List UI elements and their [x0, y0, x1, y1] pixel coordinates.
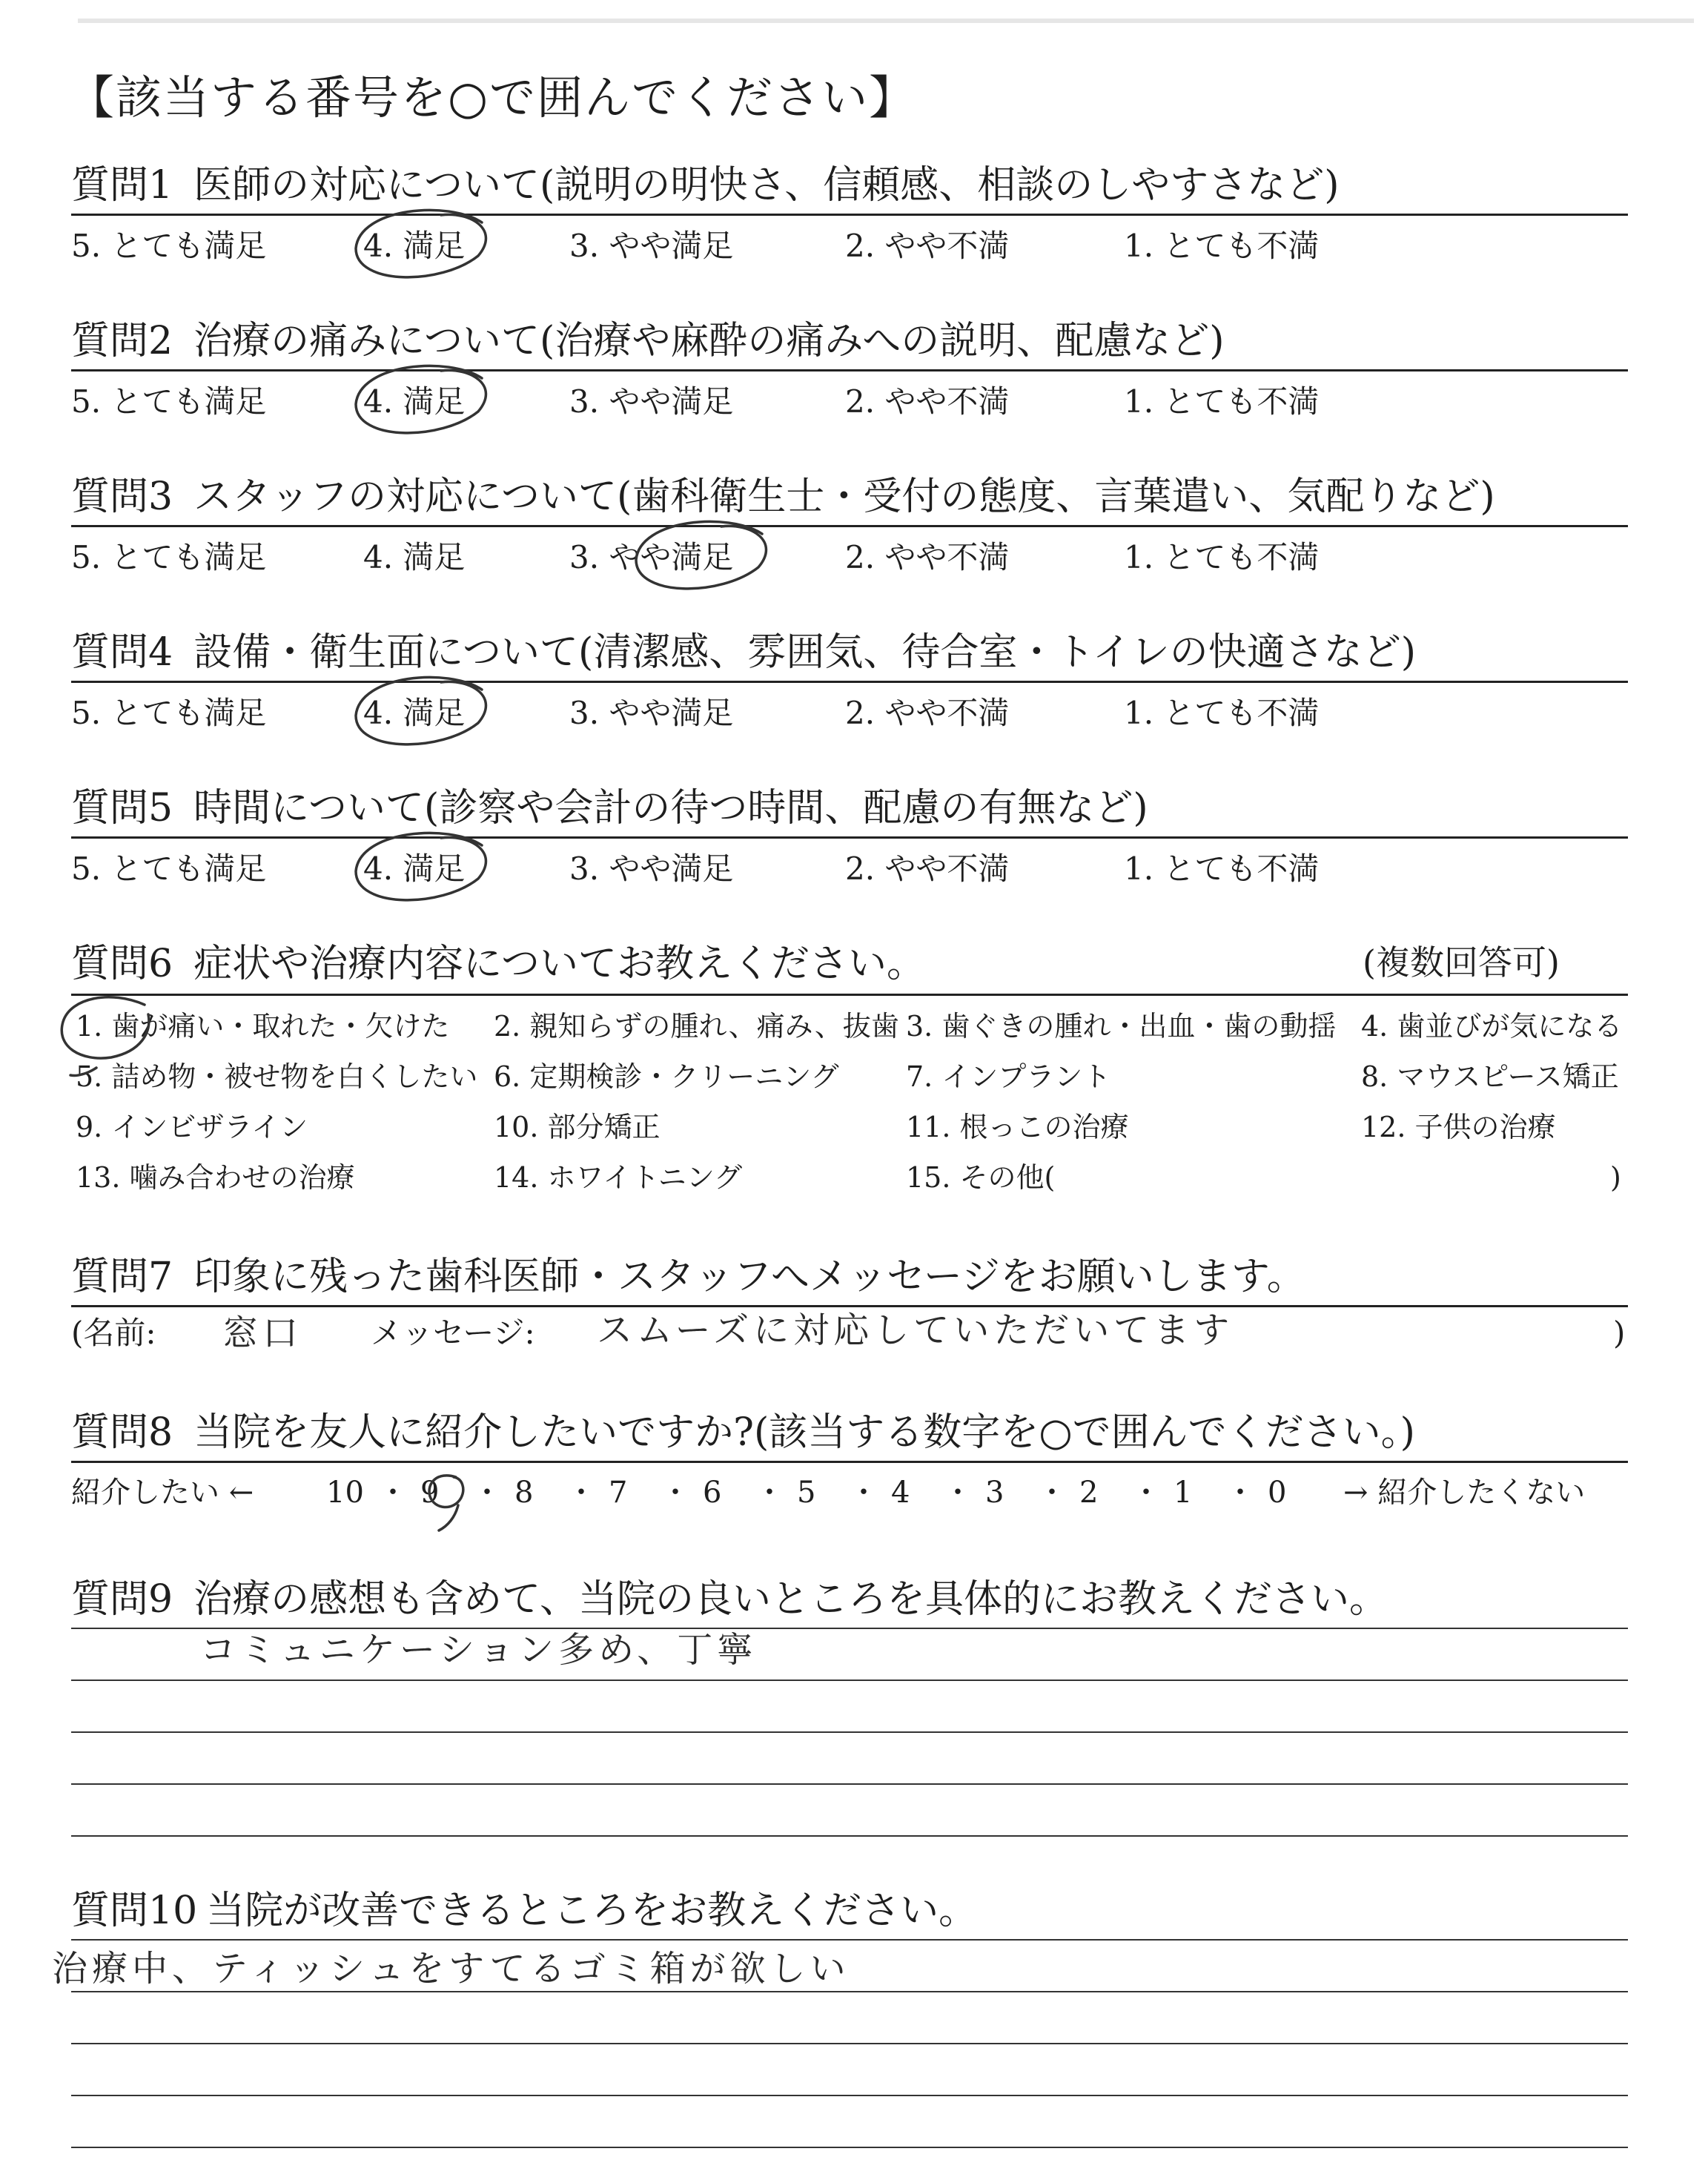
q8-separator: ・ [1131, 1476, 1161, 1510]
q8-separator: ・ [472, 1476, 502, 1510]
q7-heading [71, 1253, 1305, 1301]
q8-number: 質問8 [71, 1410, 173, 1455]
q8-rule [71, 1461, 1628, 1463]
q2-number: 質問2 [71, 319, 173, 363]
page-title: 【該当する番号を○で囲んでください】 [68, 70, 917, 125]
q4-number: 質問4 [71, 630, 173, 675]
q10-heading [71, 1887, 977, 1935]
q6-heading [71, 940, 925, 988]
q5-option-4[interactable]: 4. 満足 [363, 851, 466, 887]
q8-score-9[interactable]: 9 [420, 1476, 440, 1510]
q7-message-label: メッセージ: [371, 1315, 535, 1351]
q5-option-1[interactable]: 1. とても不満 [1124, 851, 1320, 887]
q7-name-label: (名前: [71, 1315, 156, 1351]
q4-option-5[interactable]: 5. とても満足 [71, 695, 267, 731]
q7-message-answer[interactable]: スムーズに対応していただいてます [597, 1309, 1234, 1351]
q4-option-3[interactable]: 3. やや満足 [569, 695, 734, 731]
q5-heading [71, 785, 1148, 832]
q10-line-2 [71, 1991, 1628, 1992]
q3-rule [71, 525, 1628, 527]
q8-separator: ・ [1037, 1476, 1067, 1510]
q8-separator: ・ [1225, 1476, 1255, 1510]
q9-answer[interactable]: コミュニケーション多め、丁寧 [200, 1629, 758, 1671]
q8-score-4[interactable]: 4 [891, 1476, 910, 1510]
q9-line-5 [71, 1835, 1628, 1837]
q6-text: 症状や治療内容についてお教えください。 [193, 942, 926, 986]
q3-option-3[interactable]: 3. やや満足 [569, 539, 734, 575]
q10-line-5 [71, 2147, 1628, 2148]
q6-option-5[interactable]: 5. 詰め物・被せ物を白くしたい [76, 1060, 478, 1093]
q8-heading [71, 1409, 1415, 1456]
q10-line-4 [71, 2095, 1628, 2096]
q10-answer[interactable]: 治療中、ティッシュをすてるゴミ箱が欲しい [52, 1948, 850, 1989]
q1-option-1[interactable]: 1. とても不満 [1124, 228, 1320, 264]
q5-option-3[interactable]: 3. やや満足 [569, 851, 734, 887]
q4-option-2[interactable]: 2. やや不満 [845, 695, 1010, 731]
q6-option-2[interactable]: 2. 親知らずの腫れ、痛み、抜歯 [494, 1010, 899, 1043]
q8-score-3[interactable]: 3 [985, 1476, 1004, 1510]
q8-score-1[interactable]: 1 [1174, 1476, 1193, 1510]
q8-separator: ・ [849, 1476, 878, 1510]
q10-line-1 [71, 1939, 1628, 1941]
q7-number: 質問7 [71, 1255, 173, 1299]
q9-line-1 [71, 1628, 1628, 1629]
q9-number: 質問9 [71, 1577, 173, 1622]
q6-option-13[interactable]: 13. 噛み合わせの治療 [76, 1161, 355, 1194]
q7-name-answer[interactable]: 窓口 [222, 1312, 303, 1354]
q6-option-8[interactable]: 8. マウスピース矯正 [1361, 1060, 1619, 1093]
q6-option-9[interactable]: 9. インビザライン [76, 1111, 308, 1143]
q1-text: 医師の対応について(説明の明快さ、信頼感、相談のしやすさなど) [193, 163, 1340, 208]
q1-rule [71, 214, 1628, 216]
q7-text: 印象に残った歯科医師・スタッフへメッセージをお願いします。 [193, 1255, 1305, 1299]
q1-heading [71, 162, 1340, 209]
q5-number: 質問5 [71, 786, 173, 830]
q8-score-2[interactable]: 2 [1079, 1476, 1099, 1510]
q8-score-6[interactable]: 6 [703, 1476, 722, 1510]
q1-option-3[interactable]: 3. やや満足 [569, 228, 734, 264]
q5-text: 時間について(診察や会計の待つ時間、配慮の有無など) [193, 786, 1148, 830]
q2-option-5[interactable]: 5. とても満足 [71, 383, 267, 420]
q4-text: 設備・衛生面について(清潔感、雰囲気、待合室・トイレの快適さなど) [193, 630, 1417, 675]
q9-heading [71, 1576, 1388, 1623]
q8-score-7[interactable]: 7 [609, 1476, 628, 1510]
q2-heading [71, 317, 1225, 365]
q6-option-12[interactable]: 12. 子供の治療 [1361, 1111, 1556, 1143]
q6-option-11[interactable]: 11. 根っこの治療 [906, 1111, 1129, 1143]
q8-separator: ・ [566, 1476, 596, 1510]
q4-heading [71, 629, 1416, 676]
q8-score-8[interactable]: 8 [514, 1476, 534, 1510]
q6-option-14[interactable]: 14. ホワイトニング [494, 1161, 743, 1194]
q1-option-5[interactable]: 5. とても満足 [71, 228, 267, 264]
q6-option-3[interactable]: 3. 歯ぐきの腫れ・出血・歯の動揺 [906, 1010, 1337, 1043]
q1-option-4[interactable]: 4. 満足 [363, 228, 466, 264]
q10-text: 当院が改善できるところをお教えください。 [206, 1889, 978, 1933]
q9-line-4 [71, 1783, 1628, 1785]
q6-rule [71, 994, 1628, 996]
q9-text: 治療の感想も含めて、当院の良いところを具体的にお教えください。 [193, 1577, 1388, 1622]
q6-option-4[interactable]: 4. 歯並びが気になる [1361, 1010, 1623, 1043]
q6-option-10[interactable]: 10. 部分矯正 [494, 1111, 661, 1143]
q5-option-5[interactable]: 5. とても満足 [71, 851, 267, 887]
q9-line-3 [71, 1731, 1628, 1733]
q5-rule [71, 836, 1628, 839]
q8-right-label: → 紹介したくない [1343, 1476, 1586, 1510]
q3-option-1[interactable]: 1. とても不満 [1124, 539, 1320, 575]
q6-option-7[interactable]: 7. インプラント [906, 1060, 1111, 1093]
q9-line-2 [71, 1680, 1628, 1681]
q3-option-4[interactable]: 4. 満足 [363, 539, 466, 575]
q6-option-1[interactable]: 1. 歯が痛い・取れた・欠けた [76, 1010, 450, 1043]
q3-option-5[interactable]: 5. とても満足 [71, 539, 267, 575]
q6-number: 質問6 [71, 942, 173, 986]
q6-option-6[interactable]: 6. 定期検診・クリーニング [494, 1060, 839, 1093]
q10-number: 質問10 [71, 1889, 198, 1933]
q4-rule [71, 681, 1628, 683]
q6-other-close-paren: ) [1610, 1161, 1621, 1194]
q2-option-4[interactable]: 4. 満足 [363, 383, 466, 420]
q2-rule [71, 369, 1628, 371]
q4-option-1[interactable]: 1. とても不満 [1124, 695, 1320, 731]
q2-option-2[interactable]: 2. やや不満 [845, 383, 1010, 420]
scan-edge-line [78, 19, 1694, 23]
q7-close-paren: ) [1613, 1315, 1626, 1351]
q5-option-2[interactable]: 2. やや不満 [845, 851, 1010, 887]
q8-score-5[interactable]: 5 [797, 1476, 816, 1510]
q2-option-3[interactable]: 3. やや満足 [569, 383, 734, 420]
q8-score-10[interactable]: 10 [326, 1476, 364, 1510]
q8-score-0[interactable]: 0 [1268, 1476, 1287, 1510]
q4-option-4[interactable]: 4. 満足 [363, 695, 466, 731]
q8-separator: ・ [661, 1476, 690, 1510]
q10-line-3 [71, 2043, 1628, 2044]
q8-text: 当院を友人に紹介したいですか?(該当する数字を○で囲んでください。) [193, 1410, 1415, 1455]
q8-separator: ・ [755, 1476, 784, 1510]
q8-left-label: 紹介したい ← [71, 1476, 254, 1510]
q7-rule [71, 1305, 1628, 1307]
q8-separator: ・ [943, 1476, 973, 1510]
q1-option-2[interactable]: 2. やや不満 [845, 228, 1010, 264]
q6-multi-answer-note: (複数回答可) [1363, 942, 1560, 982]
q8-separator: ・ [378, 1476, 408, 1510]
q1-number: 質問1 [71, 163, 173, 208]
q6-option-15[interactable]: 15. その他( [906, 1161, 1056, 1194]
q3-option-2[interactable]: 2. やや不満 [845, 539, 1010, 575]
q3-number: 質問3 [71, 475, 173, 519]
q3-text: スタッフの対応について(歯科衛生士・受付の態度、言葉遣い、気配りなど) [193, 475, 1495, 519]
q3-heading [71, 473, 1495, 521]
q2-text: 治療の痛みについて(治療や麻酔の痛みへの説明、配慮など) [193, 319, 1225, 363]
q2-option-1[interactable]: 1. とても不満 [1124, 383, 1320, 420]
